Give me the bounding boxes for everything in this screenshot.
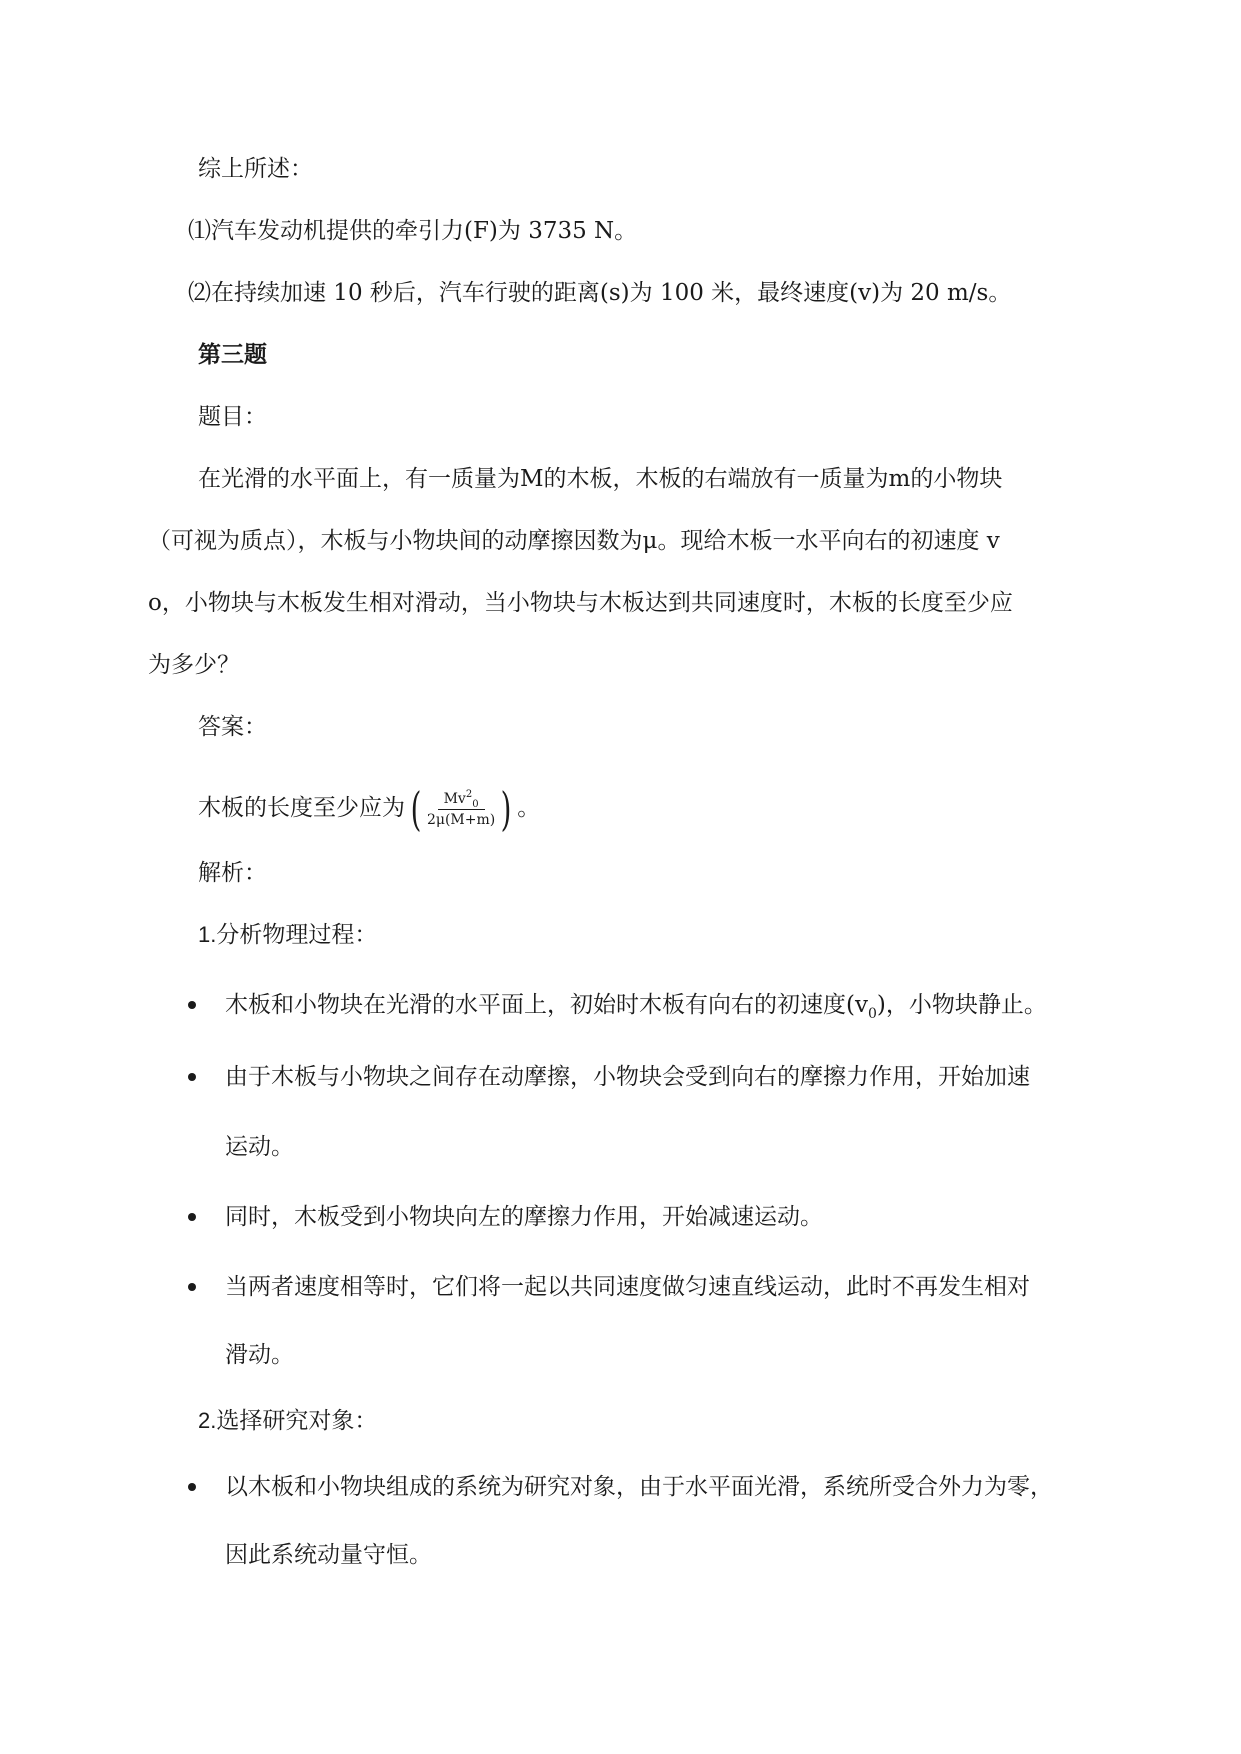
bullet-icon xyxy=(188,1001,196,1009)
bullet-icon xyxy=(188,1483,196,1491)
formula-numerator: $Mv^2_0$ xyxy=(438,791,485,810)
step-2-title: 选择研究对象： xyxy=(216,1408,378,1434)
summary-item-1: ⑴汽车发动机提供的牵引力(F)为 3735 N。 xyxy=(188,218,638,244)
step-1-bullet-4-line-1: 当两者速度相等时，它们将一起以共同速度做匀速直线运动，此时不再发生相对 xyxy=(225,1274,1030,1300)
step-1-bullet-1: 木板和小物块在光滑的水平面上，初始时木板有向右的初速度$(v_0)$，小物块静止。 xyxy=(225,992,1047,1022)
step-1-heading xyxy=(198,920,377,950)
answer-formula xyxy=(407,782,515,836)
analysis-label: 解析： xyxy=(198,860,267,886)
question-line-1: 在光滑的水平面上，有一质量为M的木板，木板的右端放有一质量为m的小物块 xyxy=(198,466,1003,492)
problem-title: 第三题 xyxy=(198,341,267,368)
answer-text: 木板的长度至少应为 xyxy=(198,795,405,821)
step-2-bullet-1-line-2: 因此系统动量守恒。 xyxy=(225,1542,432,1568)
step-1-title: 分析物理过程： xyxy=(216,922,378,948)
step-1-bullet-3: 同时，木板受到小物块向左的摩擦力作用，开始减速运动。 xyxy=(225,1204,823,1230)
question-line-3: o，小物块与木板发生相对滑动，当小物块与木板达到共同速度时，木板的长度至少应 xyxy=(148,590,1013,616)
formula-right-paren: ) xyxy=(500,782,512,836)
formula-fraction xyxy=(425,788,497,828)
question-line-4: 为多少？ xyxy=(148,652,240,678)
formula-denominator: 2μ(M+m) xyxy=(426,811,496,828)
step-2-heading xyxy=(198,1406,377,1436)
summary-heading: 综上所述： xyxy=(198,156,313,182)
step-1-bullet-2-line-1: 由于木板与小物块之间存在动摩擦，小物块会受到向右的摩擦力作用，开始加速 xyxy=(225,1064,1030,1090)
step-2-number: 2. xyxy=(198,1408,217,1433)
answer-end: 。 xyxy=(517,795,541,821)
formula-left-paren: ( xyxy=(410,782,422,836)
answer-line xyxy=(198,782,541,836)
step-1-number: 1. xyxy=(198,922,217,947)
answer-label: 答案： xyxy=(198,714,267,740)
question-line-2: （可视为质点），木板与小物块间的动摩擦因数为μ。现给木板一水平向右的初速度 v xyxy=(148,528,1000,554)
question-label: 题目： xyxy=(198,404,267,430)
bullet-icon xyxy=(188,1283,196,1291)
summary-item-2: ⑵在持续加速 10 秒后，汽车行驶的距离(s)为 100 米，最终速度(v)为 20 m/s。 xyxy=(188,280,1012,306)
bullet-icon xyxy=(188,1073,196,1081)
step-1-bullet-2-line-2: 运动。 xyxy=(225,1134,294,1160)
bullet-icon xyxy=(188,1213,196,1221)
step-2-bullet-1-line-1: 以木板和小物块组成的系统为研究对象，由于水平面光滑，系统所受合外力为零， xyxy=(225,1474,1053,1500)
step-1-bullet-4-line-2: 滑动。 xyxy=(225,1342,294,1368)
